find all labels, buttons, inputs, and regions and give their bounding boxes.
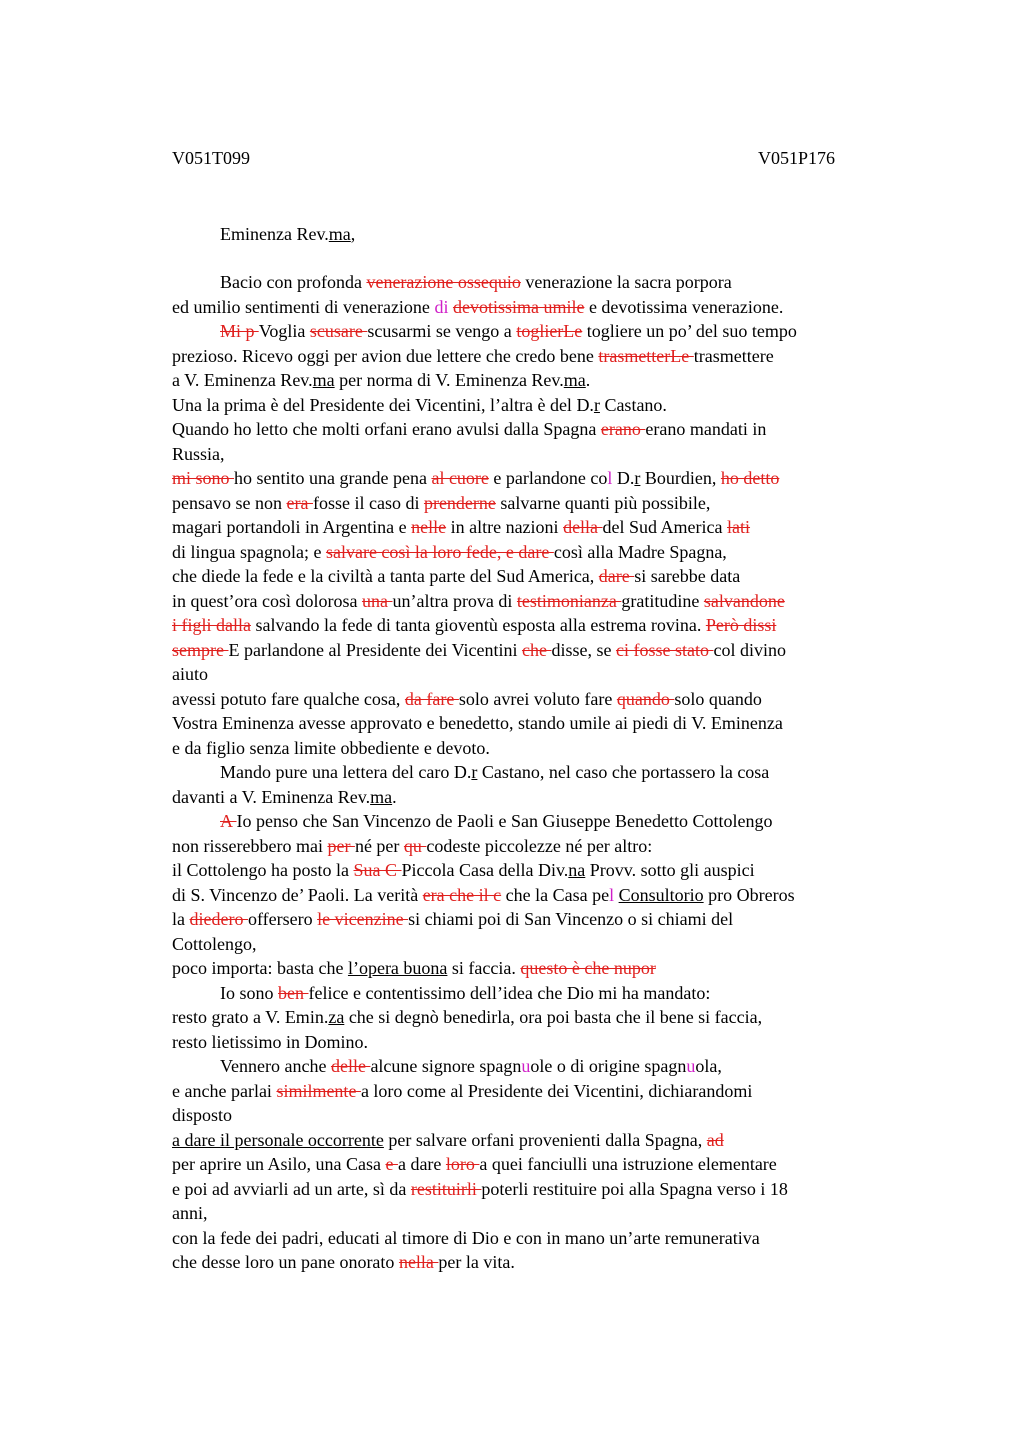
- text-segment: Provv. sotto gli auspici: [585, 860, 755, 880]
- text-line: [172, 1201, 892, 1226]
- deleted-text: Sua C: [353, 860, 402, 880]
- deleted-text: una: [361, 590, 393, 611]
- text-segment: non risserebbero mai: [172, 835, 328, 856]
- deleted-text: testimonianza: [516, 590, 622, 611]
- inserted-text: di: [434, 296, 449, 317]
- inserted-text: l: [609, 884, 615, 905]
- text-segment: né per: [354, 835, 404, 856]
- text-segment: un’altra prova di: [392, 590, 517, 611]
- text-line: [172, 809, 892, 834]
- text-segment: salvarne quanti più possibile,: [495, 492, 711, 513]
- document-code-left: V051T099: [172, 148, 250, 168]
- text-segment: gratitudine: [621, 590, 704, 611]
- deleted-text: qu: [403, 835, 427, 856]
- text-segment: in altre nazioni: [446, 517, 564, 537]
- underlined-text: za: [328, 1007, 345, 1027]
- text-segment: per salvare orfani provenienti dalla Spagna,: [383, 1129, 707, 1150]
- deleted-text: della: [563, 517, 603, 537]
- text-line: [172, 589, 892, 614]
- text-line: [172, 932, 892, 957]
- text-segment: che si degnò benedirla, ora poi basta che il bene si faccia,: [344, 1007, 763, 1027]
- text-segment: scusarmi se vengo a: [367, 321, 517, 341]
- deleted-text: per: [327, 835, 355, 856]
- text-segment: Castano, nel caso che portassero la cosa: [477, 762, 770, 782]
- text-line: [172, 368, 892, 393]
- text-line: [172, 785, 892, 810]
- text-segment: che desse loro un pane onorato: [172, 1252, 399, 1272]
- underlined-text: ma: [563, 370, 586, 390]
- text-line: [172, 736, 892, 761]
- text-segment: Russia,: [172, 443, 225, 464]
- text-segment: così alla Madre Spagna,: [553, 541, 727, 562]
- deleted-text: da fare: [404, 688, 459, 709]
- deleted-text: Però dissi: [705, 615, 777, 635]
- text-segment: solo avrei voluto fare: [458, 688, 617, 709]
- text-segment: alcune signore spagn: [370, 1056, 522, 1076]
- deleted-text: restituirli: [410, 1178, 482, 1199]
- deleted-text: i figli dalla: [172, 615, 251, 635]
- deleted-text: diedero: [189, 909, 248, 929]
- text-line: [172, 1177, 892, 1202]
- text-segment: Cottolengo,: [172, 933, 257, 954]
- underlined-text: Consultorio: [618, 884, 704, 905]
- deleted-text: trasmetterLe: [598, 345, 694, 366]
- text-line: [172, 956, 892, 981]
- text-segment: e da figlio senza limite obbediente e devoto.: [172, 737, 490, 758]
- text-segment: a loro come al Presidente dei Vicentini, dichiarandomi: [360, 1080, 753, 1101]
- text-line: [172, 1054, 892, 1079]
- deleted-text: le vicenzine: [317, 909, 409, 929]
- text-segment: poco importa: basta che: [172, 958, 348, 978]
- text-segment: in quest’ora così dolorosa: [172, 590, 362, 611]
- text-segment: resto lietissimo in Domino.: [172, 1031, 368, 1052]
- deleted-text: Mi p: [220, 321, 259, 341]
- text-line: [172, 1226, 892, 1251]
- text-segment: Una la prima è del Presidente dei Vicentini, l’altra è del D.: [172, 394, 594, 415]
- deleted-text: era che il c: [422, 884, 502, 905]
- text-segment: Bacio con profonda: [220, 272, 367, 292]
- text-line: [172, 1005, 892, 1030]
- text-segment: Mando pure una lettera del caro D.: [220, 762, 472, 782]
- text-segment: a V. Eminenza Rev.: [172, 370, 313, 390]
- text-segment: a dare: [397, 1154, 446, 1174]
- deleted-text: devotissima umile: [452, 296, 585, 317]
- text-line: [172, 319, 892, 344]
- text-line: [172, 393, 892, 418]
- deleted-text: quando: [616, 688, 675, 709]
- text-segment: la: [172, 909, 190, 929]
- text-segment: codeste piccolezze né per altro:: [426, 835, 653, 856]
- text-segment: e poi ad avviarli ad un arte, sì da: [172, 1178, 411, 1199]
- text-segment: che diede la fede e la civiltà a tanta parte del Sud America,: [172, 566, 599, 586]
- text-segment: e anche parlai: [172, 1080, 277, 1101]
- underlined-text: ma: [370, 786, 393, 807]
- text-line: [172, 1128, 892, 1153]
- text-segment: che la Casa pe: [501, 884, 610, 905]
- text-line: [172, 858, 892, 883]
- text-line: [172, 1250, 892, 1275]
- text-line: [172, 883, 892, 908]
- text-segment: Io sono: [220, 982, 278, 1003]
- text-line: [172, 295, 892, 320]
- text-line: [172, 1152, 892, 1177]
- text-segment: Vennero anche: [220, 1056, 331, 1076]
- text-segment: e parlandone co: [488, 468, 608, 488]
- salutation: [220, 222, 355, 246]
- text-line: [172, 711, 892, 736]
- text-segment: ole o di origine spagn: [530, 1056, 687, 1076]
- deleted-text: nelle: [411, 517, 447, 537]
- text-line: [172, 270, 892, 295]
- deleted-text: salvandone: [703, 590, 785, 611]
- deleted-text: erano: [600, 419, 646, 439]
- text-segment: di S. Vincenzo de’ Paoli. La verità: [172, 884, 423, 905]
- text-line: [172, 613, 892, 638]
- text-segment: del Sud America: [602, 517, 728, 537]
- underlined-text: r: [471, 762, 478, 782]
- text-line: [172, 1103, 892, 1128]
- text-line: [172, 907, 892, 932]
- underlined-text: a dare il personale occorrente: [172, 1129, 384, 1150]
- text-line: [172, 442, 892, 467]
- text-line: [172, 417, 892, 442]
- deleted-text: ci fosse stato: [615, 639, 714, 660]
- text-segment: D.: [612, 468, 635, 488]
- text-line: [172, 1079, 892, 1104]
- text-segment: .: [392, 786, 397, 807]
- deleted-text: venerazione ossequio: [366, 272, 521, 292]
- text-segment: Castano.: [599, 394, 667, 415]
- deleted-text: ho detto: [720, 468, 780, 488]
- text-segment: .: [585, 370, 591, 390]
- inserted-text: u: [521, 1056, 531, 1076]
- text-line: [172, 760, 892, 785]
- text-segment: ed umilio sentimenti di venerazione: [172, 296, 435, 317]
- deleted-text: delle: [330, 1056, 371, 1076]
- deleted-text: ad: [706, 1129, 724, 1150]
- deleted-text: era: [286, 492, 313, 513]
- text-segment: per la vita.: [438, 1252, 515, 1272]
- text-segment: il Cottolengo ha posto la: [172, 860, 354, 880]
- deleted-text: nella: [398, 1252, 439, 1272]
- text-segment: offersero: [247, 909, 318, 929]
- text-segment: a quei fanciulli una istruzione elementare: [479, 1154, 777, 1174]
- deleted-text: A: [220, 811, 237, 831]
- text-segment: per aprire un Asilo, una Casa: [172, 1154, 386, 1174]
- text-segment: per norma di V. Eminenza Rev.: [334, 370, 564, 390]
- text-line: [172, 564, 892, 589]
- text-segment: anni,: [172, 1203, 208, 1223]
- text-segment: Quando ho letto che molti orfani erano avulsi dalla Spagna: [172, 419, 601, 439]
- text-segment: magari portandoli in Argentina e: [172, 517, 412, 537]
- deleted-text: loro: [445, 1154, 480, 1174]
- text-segment: poterli restituire poi alla Spagna verso i 18: [481, 1178, 788, 1199]
- text-segment: e devotissima venerazione.: [584, 296, 784, 317]
- text-segment: ho sentito una grande pena: [234, 468, 432, 488]
- text-segment: pensavo se non: [172, 492, 287, 513]
- text-segment: col divino: [713, 639, 786, 660]
- text-line: [172, 515, 892, 540]
- text-segment: Eminenza Rev.: [220, 224, 329, 244]
- underlined-text: r: [593, 394, 600, 415]
- text-line: [172, 834, 892, 859]
- text-segment: disposto: [172, 1105, 233, 1125]
- deleted-text: similmente: [276, 1080, 361, 1101]
- deleted-text: dare: [598, 566, 635, 586]
- deleted-text: e: [385, 1154, 398, 1174]
- text-segment: davanti a V. Eminenza Rev.: [172, 786, 371, 807]
- deleted-text: scusare: [309, 321, 368, 341]
- deleted-text: lati: [727, 517, 751, 537]
- inserted-text: u: [686, 1056, 696, 1076]
- text-line: [172, 466, 892, 491]
- deleted-text: mi sono: [172, 468, 235, 488]
- text-segment: resto grato a V. Emin.: [172, 1007, 329, 1027]
- text-segment: Bourdien,: [640, 468, 721, 488]
- deleted-text: sempre: [172, 639, 229, 660]
- deleted-text: questo è che nupor: [520, 958, 656, 978]
- text-segment: togliere un po’ del suo tempo: [582, 321, 797, 341]
- text-segment: trasmettere: [693, 345, 774, 366]
- text-segment: Io penso che San Vincenzo de Paoli e San Giuseppe Benedetto Cottolengo: [236, 811, 773, 831]
- text-segment: avessi potuto fare qualche cosa,: [172, 688, 405, 709]
- text-line: [172, 662, 892, 687]
- text-segment: aiuto: [172, 664, 208, 684]
- text-segment: solo quando: [674, 688, 762, 709]
- text-segment: salvando la fede di tanta gioventù esposta alla estrema rovina.: [250, 615, 706, 635]
- underlined-text: l’opera buona: [347, 958, 448, 978]
- text-segment: pro Obreros: [703, 884, 795, 905]
- text-line: [172, 981, 892, 1006]
- text-segment: erano mandati in: [645, 419, 767, 439]
- text-segment: si sarebbe data: [634, 566, 741, 586]
- text-segment: Voglia: [258, 321, 310, 341]
- text-segment: felice e contentissimo dell’idea che Dio mi ha mandato:: [308, 982, 711, 1003]
- text-segment: Vostra Eminenza avesse approvato e benedetto, stando umile ai piedi di V. Eminenza: [172, 713, 783, 733]
- letter-body: [172, 270, 892, 1275]
- deleted-text: salvare così la loro fede, e dare: [325, 541, 554, 562]
- text-segment: disse, se: [551, 639, 616, 660]
- deleted-text: ben: [278, 982, 309, 1003]
- underlined-text: r: [634, 468, 641, 488]
- underlined-text: ma: [312, 370, 335, 390]
- text-segment: venerazione la sacra porpora: [520, 272, 732, 292]
- text-segment: ola,: [695, 1056, 722, 1076]
- deleted-text: toglierLe: [516, 321, 583, 341]
- text-segment: E parlandone al Presidente dei Vicentini: [228, 639, 522, 660]
- text-segment: Piccola Casa della Div.: [401, 860, 569, 880]
- text-segment: ,: [350, 224, 356, 244]
- text-line: [172, 638, 892, 663]
- text-segment: fosse il caso di: [312, 492, 424, 513]
- text-line: [172, 1030, 892, 1055]
- underlined-text: na: [568, 860, 586, 880]
- text-line: [172, 491, 892, 516]
- text-line: [172, 344, 892, 369]
- text-segment: di lingua spagnola; e: [172, 541, 326, 562]
- text-line: [172, 540, 892, 565]
- text-segment: si faccia.: [447, 958, 521, 978]
- inserted-text: l: [607, 468, 613, 488]
- deleted-text: al cuore: [431, 468, 489, 488]
- underlined-text: ma: [328, 224, 351, 244]
- text-segment: si chiami poi di San Vincenzo o si chiami del: [408, 909, 734, 929]
- text-line: [172, 687, 892, 712]
- deleted-text: prenderne: [423, 492, 496, 513]
- deleted-text: che: [521, 639, 552, 660]
- text-segment: con la fede dei padri, educati al timore di Dio e con in mano un’arte remunerativa: [172, 1227, 760, 1248]
- text-segment: prezioso. Ricevo oggi per avion due lettere che credo bene: [172, 345, 599, 366]
- document-code-right: V051P176: [758, 148, 836, 168]
